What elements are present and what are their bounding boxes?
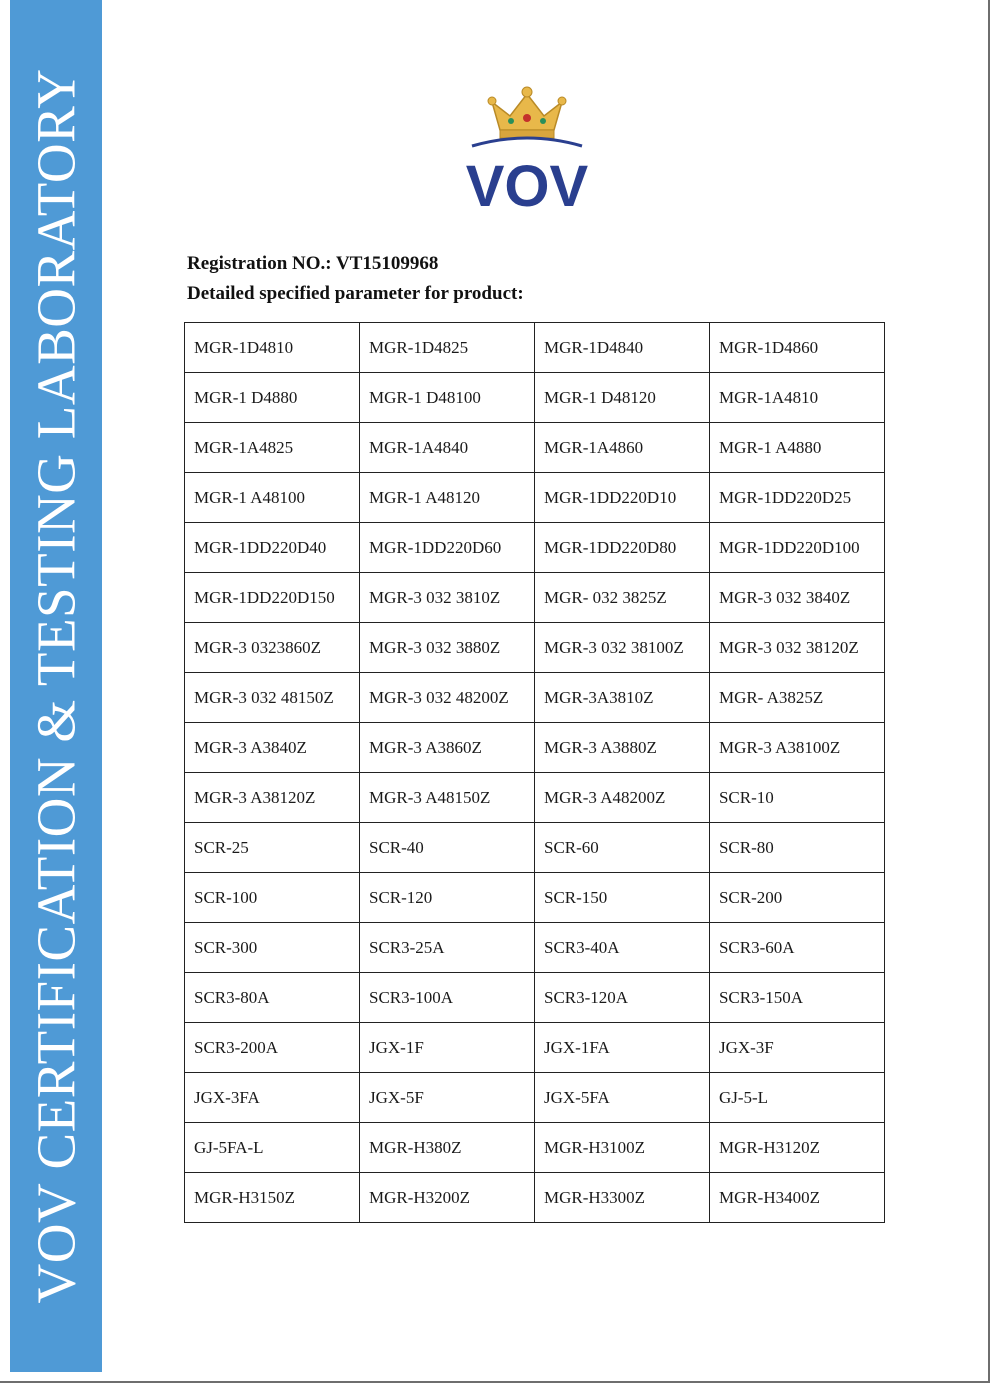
table-cell: MGR-H3300Z: [534, 1173, 709, 1223]
table-cell: MGR-3 A38100Z: [709, 723, 884, 773]
table-cell: MGR-1DD220D40: [185, 523, 360, 573]
table-cell: GJ-5-L: [709, 1073, 884, 1123]
table-cell: MGR-3 032 38100Z: [534, 623, 709, 673]
sidebar-banner: [10, 0, 102, 1372]
table-cell: SCR-150: [534, 873, 709, 923]
table-cell: MGR-1 D4880: [185, 373, 360, 423]
table-cell: MGR-1 D48100: [360, 373, 535, 423]
table-cell: MGR-3 A48150Z: [360, 773, 535, 823]
table-cell: SCR-80: [709, 823, 884, 873]
table-cell: SCR3-120A: [534, 973, 709, 1023]
table-cell: MGR-3 032 48200Z: [360, 673, 535, 723]
table-cell: JGX-1FA: [534, 1023, 709, 1073]
table-cell: MGR-H3400Z: [709, 1173, 884, 1223]
table-cell: SCR-200: [709, 873, 884, 923]
registration-number: VT15109968: [336, 253, 439, 274]
table-cell: MGR-3 032 38120Z: [709, 623, 884, 673]
table-cell: MGR-1DD220D25: [709, 473, 884, 523]
table-row: [185, 673, 885, 723]
table-cell: MGR-H380Z: [360, 1123, 535, 1173]
table-cell: MGR-1 A48120: [360, 473, 535, 523]
table-row: [185, 1173, 885, 1223]
table-cell: MGR-3 A48200Z: [534, 773, 709, 823]
table-cell: MGR-3 0323860Z: [185, 623, 360, 673]
table-cell: MGR-H3100Z: [534, 1123, 709, 1173]
sidebar-title: VOV CERTIFICATION & TESTING LABORATORY: [25, 68, 87, 1304]
table-cell: SCR-100: [185, 873, 360, 923]
table-cell: SCR-300: [185, 923, 360, 973]
table-row: [185, 1073, 885, 1123]
table-cell: MGR-1D4840: [534, 323, 709, 373]
table-row: [185, 523, 885, 573]
table-cell: MGR-3A3810Z: [534, 673, 709, 723]
vov-logo: [452, 82, 602, 214]
table-cell: SCR-10: [709, 773, 884, 823]
table-cell: MGR-1D4825: [360, 323, 535, 373]
table-cell: JGX-3F: [709, 1023, 884, 1073]
table-cell: MGR-1D4810: [185, 323, 360, 373]
table-cell: MGR-H3150Z: [185, 1173, 360, 1223]
table-cell: MGR- A3825Z: [709, 673, 884, 723]
table-row: [185, 373, 885, 423]
table-row: [185, 1023, 885, 1073]
table-cell: MGR-1DD220D10: [534, 473, 709, 523]
table-row: [185, 773, 885, 823]
table-cell: MGR-1 A4880: [709, 423, 884, 473]
table-cell: MGR-3 A3840Z: [185, 723, 360, 773]
table-row: [185, 723, 885, 773]
table-cell: JGX-3FA: [185, 1073, 360, 1123]
table-row: [185, 1123, 885, 1173]
table-row: [185, 573, 885, 623]
table-cell: SCR3-100A: [360, 973, 535, 1023]
table-cell: MGR- 032 3825Z: [534, 573, 709, 623]
table-cell: MGR-H3200Z: [360, 1173, 535, 1223]
table-cell: MGR-1DD220D150: [185, 573, 360, 623]
table-cell: MGR-3 032 48150Z: [185, 673, 360, 723]
table-cell: MGR-1A4825: [185, 423, 360, 473]
table-row: [185, 923, 885, 973]
crown-icon: [488, 87, 566, 138]
table-cell: MGR-H3120Z: [709, 1123, 884, 1173]
table-cell: MGR-1 A48100: [185, 473, 360, 523]
table-cell: MGR-3 032 3840Z: [709, 573, 884, 623]
table-cell: JGX-5FA: [534, 1073, 709, 1123]
table-cell: MGR-1A4860: [534, 423, 709, 473]
parameter-subtitle: Detailed specified parameter for product:: [187, 283, 524, 304]
registration-label: Registration NO.:: [187, 253, 332, 274]
table-cell: MGR-3 032 3880Z: [360, 623, 535, 673]
table-cell: MGR-1A4810: [709, 373, 884, 423]
table-cell: SCR3-25A: [360, 923, 535, 973]
table-cell: MGR-1DD220D80: [534, 523, 709, 573]
table-cell: SCR3-150A: [709, 973, 884, 1023]
table-cell: SCR3-60A: [709, 923, 884, 973]
table-cell: SCR-120: [360, 873, 535, 923]
table-cell: MGR-3 032 3810Z: [360, 573, 535, 623]
table-cell: MGR-3 A3880Z: [534, 723, 709, 773]
table-cell: JGX-5F: [360, 1073, 535, 1123]
table-cell: MGR-1A4840: [360, 423, 535, 473]
table-cell: SCR3-80A: [185, 973, 360, 1023]
table-row: [185, 473, 885, 523]
table-cell: SCR-25: [185, 823, 360, 873]
table-row: [185, 623, 885, 673]
table-cell: GJ-5FA-L: [185, 1123, 360, 1173]
table-cell: MGR-1D4860: [709, 323, 884, 373]
table-cell: MGR-1DD220D100: [709, 523, 884, 573]
table-cell: MGR-3 A3860Z: [360, 723, 535, 773]
table-row: [185, 423, 885, 473]
logo-text: VOV: [465, 154, 589, 214]
table-row: [185, 873, 885, 923]
product-parameter-table: [184, 322, 885, 1223]
table-row: [185, 823, 885, 873]
registration-line: [187, 252, 524, 282]
table-cell: JGX-1F: [360, 1023, 535, 1073]
table-cell: SCR-40: [360, 823, 535, 873]
table-cell: MGR-1DD220D60: [360, 523, 535, 573]
table-cell: SCR-60: [534, 823, 709, 873]
table-cell: MGR-3 A38120Z: [185, 773, 360, 823]
table-cell: SCR3-200A: [185, 1023, 360, 1073]
table-cell: SCR3-40A: [534, 923, 709, 973]
table-cell: MGR-1 D48120: [534, 373, 709, 423]
table-row: [185, 973, 885, 1023]
document-header: [187, 252, 524, 312]
table-row: [185, 323, 885, 373]
